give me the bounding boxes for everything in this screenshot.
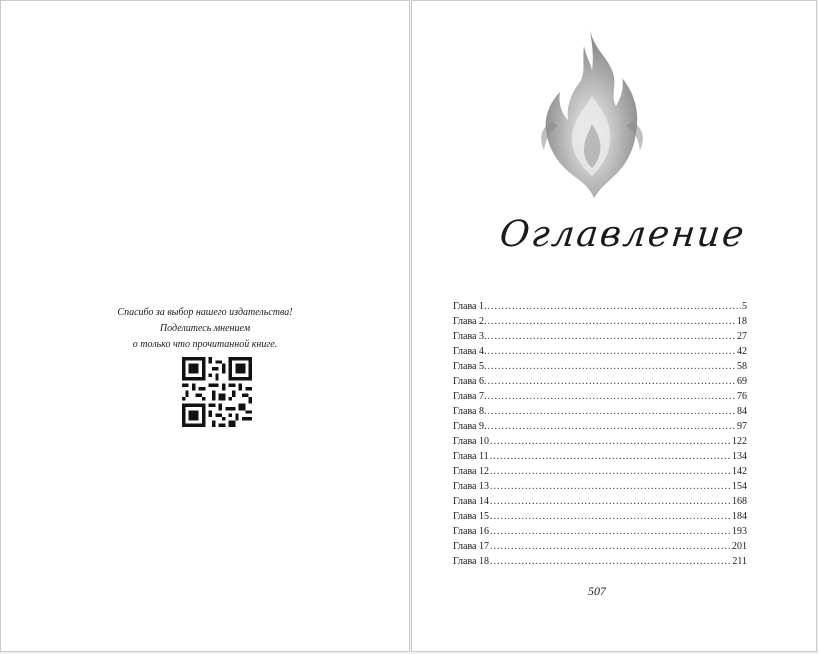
toc-title: Оглавление (497, 214, 748, 255)
dot-leader (490, 509, 731, 524)
toc-entry-page: 18 (737, 316, 747, 327)
table-of-contents (453, 299, 747, 569)
toc-entry-page: 168 (732, 496, 747, 507)
dot-leader (490, 539, 731, 554)
dot-leader (490, 479, 731, 494)
toc-entry[interactable] (453, 464, 747, 479)
toc-entry-label: Глава 10 (453, 436, 489, 447)
toc-entry[interactable] (453, 314, 747, 329)
dot-leader (488, 374, 737, 389)
dot-leader (488, 419, 737, 434)
dot-leader (490, 434, 731, 449)
toc-entry[interactable] (453, 554, 747, 569)
dot-leader (488, 299, 742, 314)
toc-entry-page: 154 (732, 481, 747, 492)
toc-entry[interactable] (453, 434, 747, 449)
qr-code-icon[interactable] (182, 357, 252, 427)
toc-entry[interactable] (453, 449, 747, 464)
toc-entry-page: 27 (737, 331, 747, 342)
toc-entry-label: Глава 2. (453, 316, 487, 327)
toc-entry[interactable] (453, 509, 747, 524)
toc-entry-page: 134 (732, 451, 747, 462)
toc-entry-page: 211 (732, 556, 747, 567)
dot-leader (488, 314, 737, 329)
toc-entry-label: Глава 5. (453, 361, 487, 372)
flame-illustration-icon (532, 26, 652, 202)
toc-entry-label: Глава 3. (453, 331, 487, 342)
toc-entry-page: 184 (732, 511, 747, 522)
dot-leader (488, 344, 737, 359)
toc-entry-label: Глава 17 (453, 541, 489, 552)
toc-entry[interactable] (453, 389, 747, 404)
toc-entry-label: Глава 1. (453, 301, 487, 312)
page-number: 507 (588, 584, 606, 598)
toc-entry-label: Глава 8. (453, 406, 487, 417)
toc-entry-label: Глава 18 (453, 556, 489, 567)
toc-entry-page: 142 (732, 466, 747, 477)
toc-entry-page: 69 (737, 376, 747, 387)
toc-entry-page: 84 (737, 406, 747, 417)
thanks-message (0, 305, 410, 353)
dot-leader (490, 554, 731, 569)
toc-entry[interactable] (453, 329, 747, 344)
toc-entry[interactable] (453, 539, 747, 554)
toc-entry-page: 5 (742, 301, 747, 312)
dot-leader (488, 404, 737, 419)
toc-entry[interactable] (453, 374, 747, 389)
dot-leader (490, 449, 731, 464)
toc-entry-label: Глава 16 (453, 526, 489, 537)
toc-entry-label: Глава 4. (453, 346, 487, 357)
dot-leader (490, 464, 731, 479)
toc-entry-page: 58 (737, 361, 747, 372)
toc-entry[interactable] (453, 404, 747, 419)
dot-leader (488, 359, 737, 374)
toc-entry[interactable] (453, 479, 747, 494)
toc-entry-page: 193 (732, 526, 747, 537)
toc-entry[interactable] (453, 419, 747, 434)
toc-entry-label: Глава 14 (453, 496, 489, 507)
thanks-line-3: о только что прочитанной книге. (132, 339, 278, 350)
toc-entry-label: Глава 12 (453, 466, 489, 477)
toc-entry[interactable] (453, 524, 747, 539)
dot-leader (490, 524, 731, 539)
toc-entry-page: 122 (732, 436, 747, 447)
toc-entry-label: Глава 15 (453, 511, 489, 522)
toc-entry-label: Глава 6. (453, 376, 487, 387)
toc-entry-page: 76 (737, 391, 747, 402)
toc-entry-page: 97 (737, 421, 747, 432)
dot-leader (490, 494, 731, 509)
toc-entry[interactable] (453, 359, 747, 374)
toc-entry-label: Глава 7. (453, 391, 487, 402)
toc-entry-label: Глава 13 (453, 481, 489, 492)
toc-entry-page: 42 (737, 346, 747, 357)
thanks-line-1: Спасибо за выбор нашего издательства! (117, 307, 293, 318)
thanks-line-2: Поделитесь мнением (159, 323, 251, 334)
toc-entry-label: Глава 11 (453, 451, 489, 462)
dot-leader (488, 329, 737, 344)
dot-leader (488, 389, 737, 404)
toc-entry[interactable] (453, 299, 747, 314)
toc-entry-page: 201 (732, 541, 747, 552)
toc-entry[interactable] (453, 344, 747, 359)
toc-entry-label: Глава 9. (453, 421, 487, 432)
toc-entry[interactable] (453, 494, 747, 509)
